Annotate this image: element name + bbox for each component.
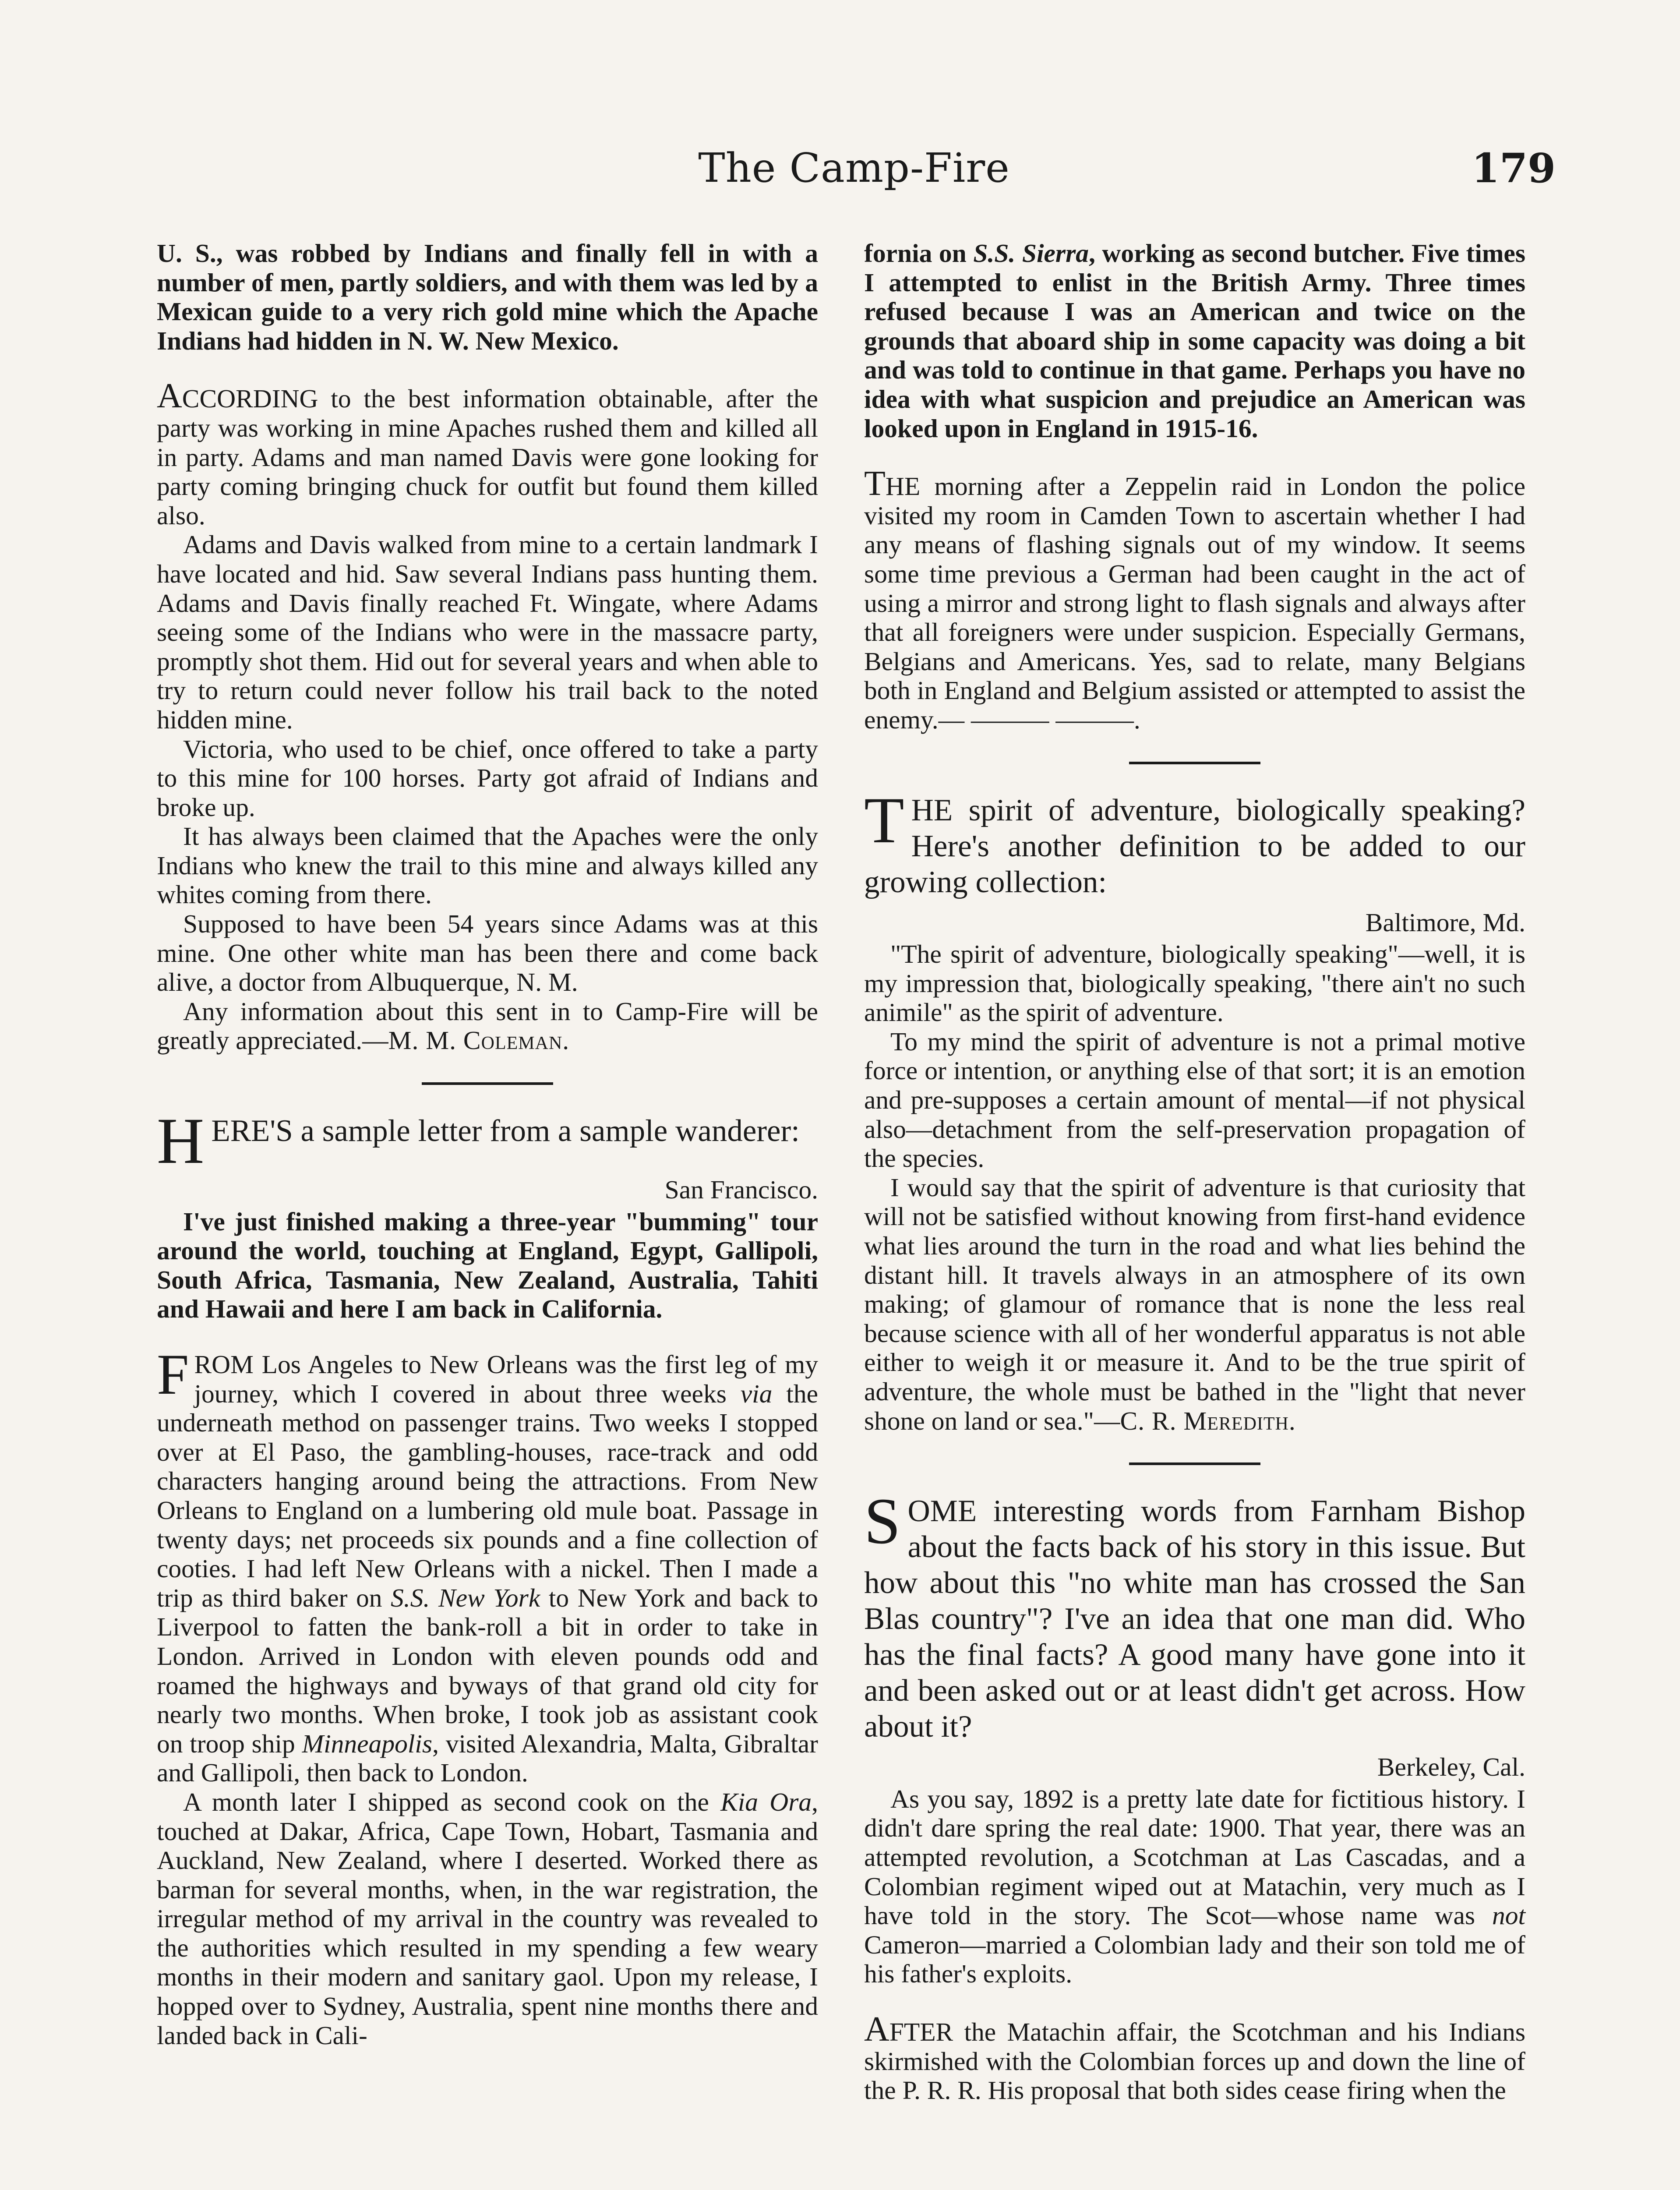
place-line: Baltimore, Md.: [1365, 908, 1525, 937]
supposed-paragraph: Supposed to have been 54 years since Adams was at this mine. One other white man has been there and come back alive, a doctor from Albuquerque, N. M.: [157, 909, 818, 997]
continued-paragraph: fornia on S.S. Sierra, working as second butcher. Five times I attempted to enlist in the British Army. Three times refused because I was an American and twice on the grounds that aboard ship in some capacity was doing a bit and was told to continue in that game. Perhaps you have no idea with what suspicion and prejudice an American was looked upon in England in 1915-16.: [864, 239, 1525, 443]
info-paragraph: Any information about this sent in to Camp-Fire will be greatly appreciated.—M. M. Coleman.: [157, 996, 818, 1055]
place-line: Berkeley, Cal.: [1377, 1752, 1525, 1782]
according-paragraph: ACCORDING to the best information obtainable, after the party was working in mine Apaches rushed them and killed all in party. Adams and man named Davis were gone looking for party coming bringing chuck for outfit but found them killed also.: [157, 377, 818, 530]
section-divider: [422, 1082, 553, 1085]
adams-davis-paragraph: Adams and Davis walked from mine to a certain landmark I have located and hid. Saw several Indians pass hunting them. Adams and Davis finally reached Ft. Wingate, where Adams seeing some of the Indians who were in the massacre party, promptly shot them. Hid out for several years and when able to try to return could never follow his trail back to the noted hidden mine.: [157, 530, 818, 734]
spirit-paragraph: "The spirit of adventure, biologically speaking"—well, it is my impression that, biologically speaking, "there ain't no such animile" as the spirit of adventure.: [864, 940, 1525, 1027]
page-number: 179: [1472, 145, 1556, 192]
left-column: [157, 239, 818, 2050]
claimed-paragraph: It has always been claimed that the Apaches were the only Indians who knew the trail to this mine and always killed any whites coming from there.: [157, 822, 818, 909]
section-divider: [1129, 762, 1260, 764]
some-intro: SOME interesting words from Farnham Bishop about the facts back of his story in this issue. But how about this "no white man has crossed the San Blas country"? I've an idea that one man did. Who has the final facts? A good many have gone into it and been asked out or at least didn't get across. How about it?: [864, 1485, 1525, 1744]
would-say-paragraph: I would say that the spirit of adventure is that curiosity that will not be satisfied without knowing from first-hand evidence what lies around the turn in the road and what lies behind the distant hill. It travels always in an atmosphere of its own making; of glamour of romance that is none the less real because science with all of her wonderful apparatus is not able either to weigh it or measure it. And to be the true spirit of adventure, the whole must be bathed in the "light that never shone on land or sea."—C. R. Meredith.: [864, 1173, 1525, 1435]
lead-capital: A: [157, 377, 182, 416]
drop-capital: S: [864, 1485, 901, 1558]
signature: M. M. Coleman.: [388, 1026, 570, 1055]
signature: C. R. Meredith.: [1120, 1406, 1296, 1435]
lead-capital: T: [864, 464, 886, 503]
victoria-paragraph: Victoria, who used to be chief, once offered to take a party to this mine for 100 horses. Party got afraid of Indians and broke up.: [157, 734, 818, 822]
place-line: San Francisco.: [664, 1175, 818, 1204]
from-paragraph: FROM Los Angeles to New Orleans was the first leg of my journey, which I covered in about three weeks via the underneath method on passenger trains. Two weeks I stopped over at El Paso, the gambling-houses, race-track and odd characters hanging around being the attractions. From New Orleans to England on a lumbering old mule boat. Passage in twenty days; net proceeds six pounds and a fine collection of cooties. I had left New Orleans with a nickel. Then I made a trip as third baker on S.S. New York to New York and back to Liverpool to fatten the bank-roll a bit in order to take in London. Arrived in London with eleven pounds odd and roamed the highways and byways of that grand old city for nearly two months. When broke, I took job as assistant cook on troop ship Minneapolis, visited Alexandria, Malta, Gibraltar and Gallipoli, then back to London.: [157, 1342, 818, 1787]
heres-intro: HERE'S a sample letter from a sample wanderer:: [157, 1105, 800, 1178]
right-column: [864, 239, 1525, 2105]
spirit-intro: THE spirit of adventure, biologically speaking? Here's another definition to be added to our growing collection:: [864, 784, 1525, 899]
mind-paragraph: To my mind the spirit of adventure is not a primal motive force or intention, or anything else of that sort; it is an emotion and pre-supposes a certain amount of mental—if not physical also—detachment from the self-preservation propagation of the species.: [864, 1027, 1525, 1173]
zeppelin-paragraph: THE morning after a Zeppelin raid in London the police visited my room in Camden Town to ascertain whether I had any means of flashing signals out of my window. It seems some time previous a German had been caught in the act of using a mirror and strong light to flash signals and always after that all foreigners were under suspicion. Especially Germans, Belgians and Americans. Yes, sad to relate, many Belgians both in England and Belgium assisted or attempted to assist the enemy.— ——— ———.: [864, 464, 1525, 734]
lead-capital: A: [864, 2010, 889, 2049]
month-later-paragraph: A month later I shipped as second cook on the Kia Ora, touched at Dakar, Africa, Cape Town, Hobart, Tasmania and Auckland, New Zealand, where I deserted. Worked there as barman for several months, when, in the war registration, the irregular method of my arrival in the country was revealed to the authorities which resulted in my spending a few weary months in their modern and sanitary gaol. Upon my release, I hopped over to Sydney, Australia, spent nine months there and landed back in Cali-: [157, 1787, 818, 2050]
drop-capital: H: [157, 1105, 205, 1178]
drop-capital: T: [864, 784, 904, 857]
section-divider: [1129, 1462, 1260, 1465]
finished-paragraph: I've just finished making a three-year "bumming" tour around the world, touching at England, Egypt, Gallipoli, South Africa, Tasmania, New Zealand, Australia, Tahiti and Hawaii and here I am back in California.: [157, 1207, 818, 1324]
opening-paragraph: U. S., was robbed by Indians and finally fell in with a number of men, partly soldiers, and with them was led by a Mexican guide to a very rich gold mine which the Apache Indians had hidden in N. W. New Mexico.: [157, 239, 818, 355]
drop-capital: F: [157, 1342, 189, 1406]
as-you-say-paragraph: As you say, 1892 is a pretty late date for fictitious history. I didn't dare spring the real date: 1900. That year, there was an attempted revolution, a Scotchman at Las Cascadas, and a Colombian regiment wiped out at Matachin, very much as I have told in the story. The Scot—whose name was not Cameron—married a Colombian lady and their son told me of his father's exploits.: [864, 1784, 1525, 1989]
after-paragraph: AFTER the Matachin affair, the Scotchman and his Indians skirmished with the Colombian forces up and down the line of the P. R. R. His proposal that both sides cease firing when the: [864, 2010, 1525, 2105]
running-title: The Camp-Fire: [698, 145, 1010, 191]
